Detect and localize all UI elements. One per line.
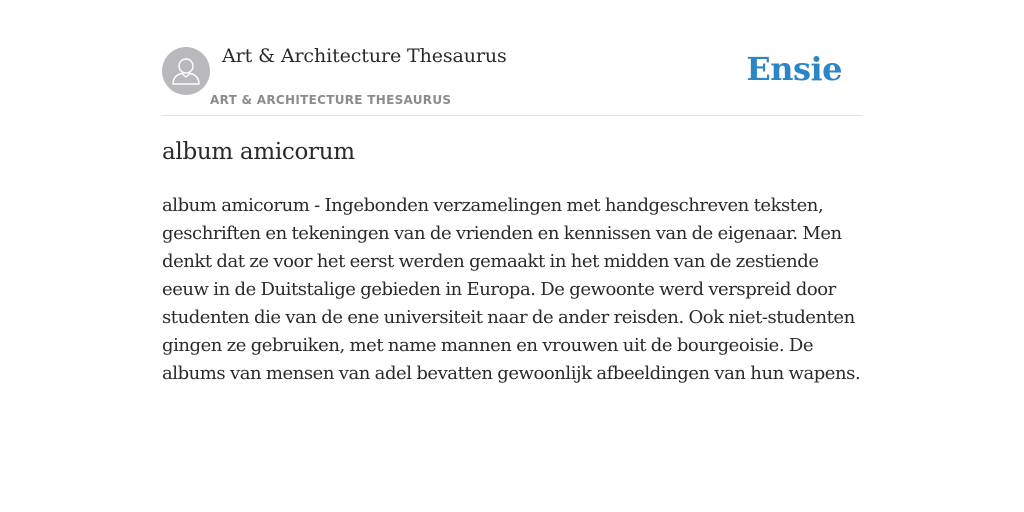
- user-silhouette-icon: [162, 47, 210, 95]
- page-content: [162, 0, 862, 512]
- term-title: album amicorum: [162, 139, 355, 165]
- ensie-logo[interactable]: Ensie: [746, 50, 842, 88]
- source-subtitle: ART & ARCHITECTURE THESAURUS: [210, 93, 452, 107]
- user-avatar-icon[interactable]: [162, 47, 210, 95]
- entry-header: [162, 0, 862, 116]
- term-definition: album amicorum - Ingebonden verzamelingen met handgeschreven teksten, geschriften en tekeningen van de vrienden en kennissen van de eigenaar. Men denkt dat ze voor het eerst werden gemaakt in het midden van de zestiende eeuw in de Duitstalige gebieden in Europa. De gewoonte werd verspreid door studenten die van de ene universiteit naar de ander reisden. Ook niet-studenten gingen ze gebruiken, met name mannen en vrouwen uit de bourgeoisie. De albums van mensen van adel bevatten gewoonlijk afbeeldingen van hun wapens.: [162, 195, 861, 384]
- source-title[interactable]: Art & Architecture Thesaurus: [222, 45, 507, 67]
